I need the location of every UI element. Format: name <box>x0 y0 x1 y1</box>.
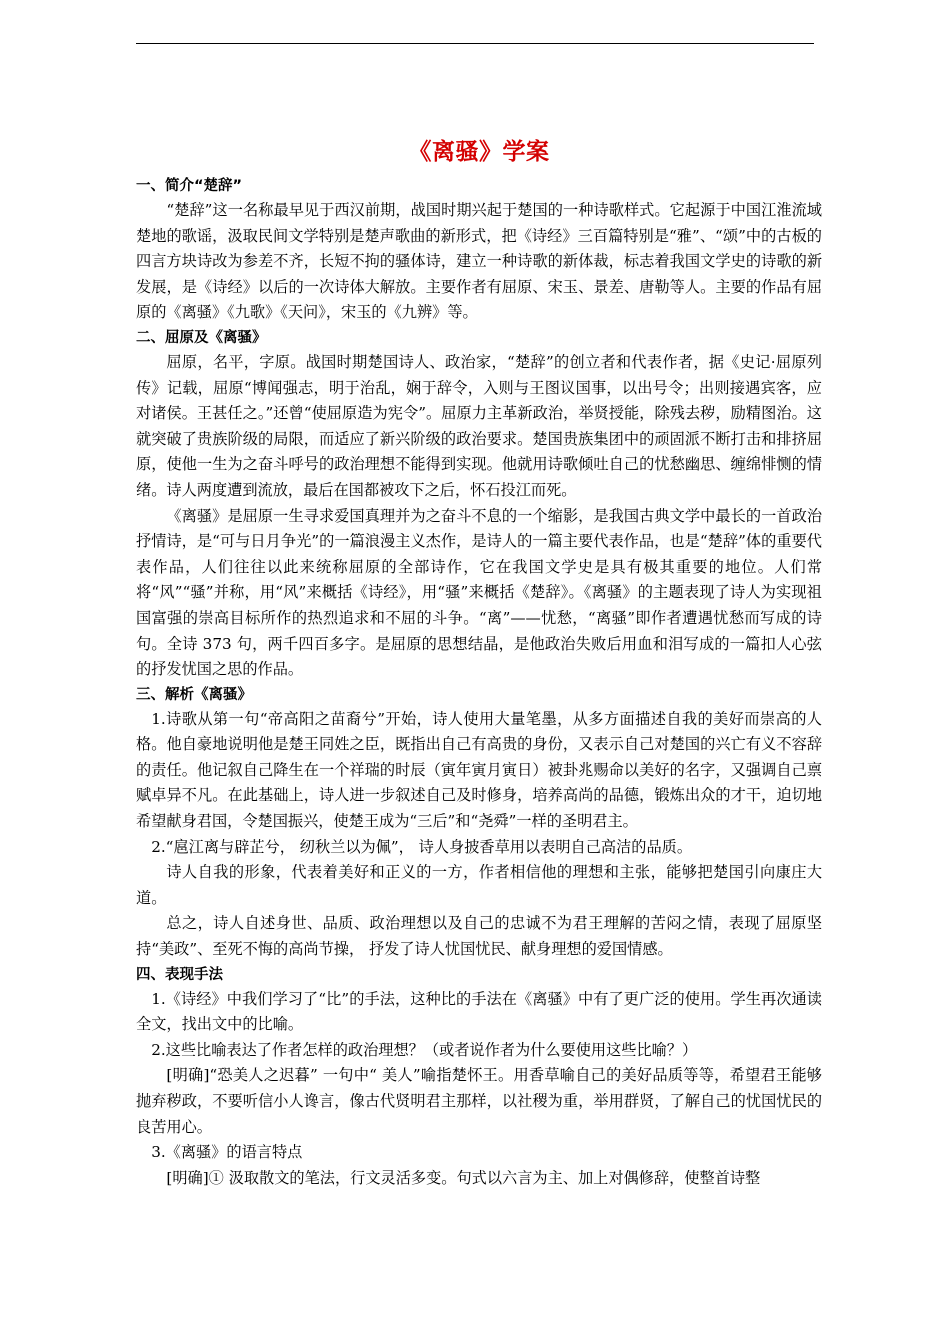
paragraph: 3.《离骚》的语言特点 <box>151 1143 303 1162</box>
section-techniques <box>136 963 822 1192</box>
section-intro-chuci <box>136 174 822 326</box>
paragraph: 诗人自我的形象，代表着美好和正义的一方，作者相信他的理想和主张，能够把楚国引向康庄大道。 <box>136 863 822 907</box>
section-heading: 二、屈原及《离骚》 <box>136 329 267 346</box>
paragraph: 《离骚》是屈原一生寻求爱国真理并为之奋斗不息的一个缩影，是我国古典文学中最长的一首政治抒情诗，是“可与日月争光”的一篇浪漫主义杰作，是诗人的一篇主要代表作品，也是“楚辞”体的重要代表作品，人们往往以此来统称屈原的全部诗作，它在我国文学史是具有极其重要的地位。人们常将“风”“骚”并称，用“风”来概括《诗经》，用“骚”来概括《楚辞》。《离骚》的主题表现了诗人为实现祖国富强的崇高目标所作的热烈追求和不屈的斗争。“离”——忧愁，“离骚”即作者遭遇忧愁而写成的诗句。全诗 373 句，两千四百多字。是屈原的思想结晶，是他政治失败后用血和泪写成的一篇扣人心弦的抒发忧国之思的作品。 <box>136 506 822 679</box>
document-title: 《离骚》学案 <box>408 138 550 165</box>
paragraph: [明确]“恐美人之迟暮” 一句中“ 美人”喻指楚怀王。用香草喻自己的美好品质等等，希望君王能够抛弃秽政，不要听信小人谗言，像古代贤明君主那样，以社稷为重，举用群贤，了解自己的忧国忧民的良苦用心。 <box>136 1066 822 1136</box>
section-heading: 四、表现手法 <box>136 966 223 983</box>
paragraph: [明确]① 汲取散文的笔法，行文灵活多变。句式以六言为主、加上对偶修辞，使整首诗整 <box>166 1168 761 1187</box>
paragraph: “楚辞”这一名称最早见于西汉前期，战国时期兴起于楚国的一种诗歌样式。它起源于中国江淮流域楚地的歌谣，汲取民间文学特别是楚声歌曲的新形式，把《诗经》三百篇特别是“雅”、“颂”中的古板的四言方块诗改为参差不齐，长短不拘的骚体诗，建立一种诗歌的新体裁，标志着我国文学史的诗歌的新发展，是《诗经》以后的一次诗体大解放。主要作者有屈原、宋玉、景差、唐勒等人。主要的作品有屈原的《离骚》《九歌》《天问》，宋玉的《九辨》等。 <box>136 201 822 322</box>
section-heading: 一、简介“楚辞” <box>136 178 243 194</box>
section-heading: 三、解析《离骚》 <box>136 686 252 703</box>
section-analysis <box>136 683 822 963</box>
document-body <box>136 128 822 1191</box>
section-quyuan-lisao <box>136 326 822 683</box>
header-rule <box>136 43 814 44</box>
paragraph: 总之，诗人自述身世、品质、政治理想以及自己的忠诚不为君王理解的苦闷之情，表现了屈原坚持“美政”、至死不悔的高尚节操， 抒发了诗人忧国忧民、献身理想的爱国情感。 <box>136 914 822 959</box>
paragraph: 1.《诗经》中我们学习了“比”的手法，这种比的手法在《离骚》中有了更广泛的使用。学生再次通读全文，找出文中的比喻。 <box>136 989 822 1034</box>
paragraph: 2.这些比喻表达了作者怎样的政治理想？（或者说作者为什么要使用这些比喻？） <box>151 1040 698 1059</box>
paragraph: 屈原，名平，字原。战国时期楚国诗人、政治家，“楚辞”的创立者和代表作者，据《史记·屈原列传》记载，屈原“博闻强志，明于治乱，娴于辞令，入则与王图议国事，以出号令；出则接遇宾客，应对诸侯。王甚任之。”还曾“使屈原造为宪令”。屈原力主革新政治，举贤授能，除残去秽，励精图治。这就突破了贵族阶级的局限，而适应了新兴阶级的政治要求。楚国贵族集团中的顽固派不断打击和排挤屈原，使他一生为之奋斗呼号的政治理想不能得到实现。他就用诗歌倾吐自己的忧愁幽思、缠绵悱恻的情绪。诗人两度遭到流放，最后在国都被攻下之后，怀石投江而死。 <box>136 352 822 499</box>
paragraph: 1.诗歌从第一句“帝高阳之苗裔兮”开始，诗人使用大量笔墨，从多方面描述自我的美好而崇高的人格。他自豪地说明他是楚王同姓之臣，既指出自己有高贵的身份，又表示自己对楚国的兴亡有义不容辞的责任。他记叙自己降生在一个祥瑞的时辰（寅年寅月寅日）被卦兆赐命以美好的名字，又强调自己禀赋卓异不凡。在此基础上，诗人进一步叙述自己及时修身，培养高尚的品德，锻炼出众的才干，迫切地希望献身君国，令楚国振兴，使楚王成为“三后”和“尧舜”一样的圣明君主。 <box>136 709 822 831</box>
paragraph: 2.“扈江离与辟芷兮， 纫秋兰以为佩”， 诗人身披香草用以表明自己高洁的品质。 <box>151 837 693 856</box>
